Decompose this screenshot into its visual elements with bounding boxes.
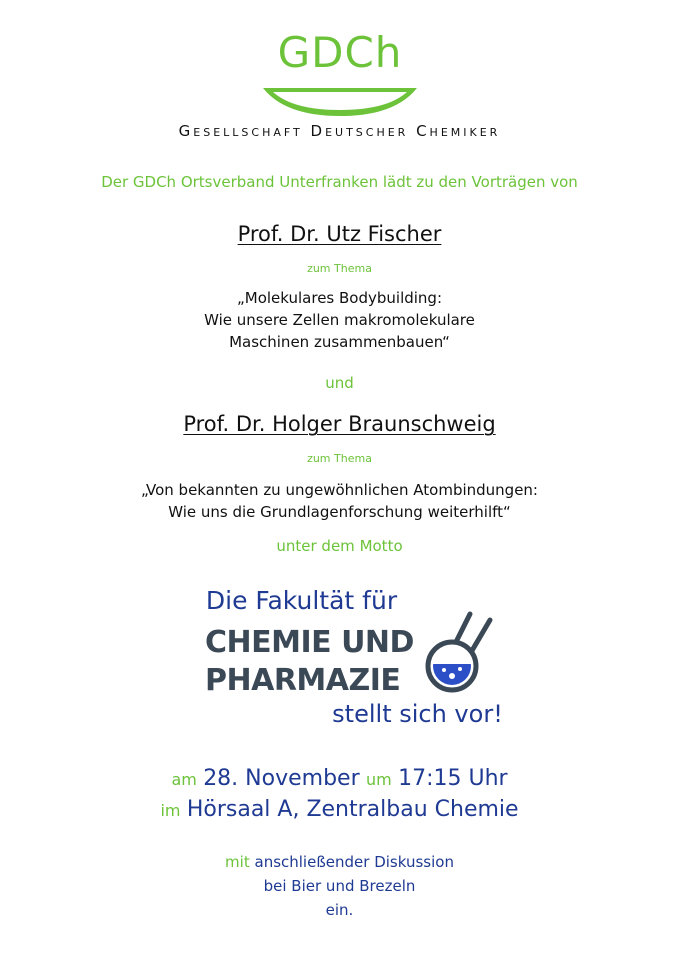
event-am: am — [171, 770, 197, 789]
event-time: 17:15 Uhr — [398, 766, 508, 791]
speaker1-topic-label: zum Thema — [307, 262, 372, 275]
speaker1-talk-line-2: Wie unsere Zellen makromolekulare — [204, 311, 475, 329]
gdch-logo-arc-icon — [245, 82, 435, 122]
speaker1-talk-line-3: Maschinen zusammenbauen“ — [229, 333, 450, 351]
closing-mit: mit — [225, 853, 250, 871]
connector-text: und — [325, 374, 354, 392]
event-um: um — [365, 770, 392, 789]
speaker1-talk-line-1: „Molekulares Bodybuilding: — [236, 289, 443, 307]
gdch-logo — [245, 28, 435, 108]
closing-line-2: bei Bier und Brezeln — [263, 877, 416, 895]
faculty-line-2: PHARMAZIE — [205, 663, 401, 698]
motto-line-1: Die Fakultät für — [205, 586, 398, 615]
closing-line-3: ein. — [325, 901, 354, 919]
faculty-line-1: CHEMIE UND — [205, 625, 414, 660]
event-place: Hörsaal A, Zentralbau Chemie — [186, 797, 519, 822]
event-im: im — [160, 801, 181, 820]
faculty-wordmark — [205, 624, 425, 700]
event-date-line — [0, 764, 679, 794]
speaker2-name: Prof. Dr. Holger Braunschweig — [183, 412, 496, 436]
event-place-line — [0, 795, 679, 825]
motto-label: unter dem Motto — [276, 537, 403, 555]
motto-line-3: stellt sich vor! — [332, 700, 503, 728]
logo-text: GDCh — [277, 28, 403, 77]
society-name: Gesellschaft Deutscher Chemiker — [178, 122, 501, 140]
flask-icon — [418, 606, 498, 696]
closing-line-1 — [0, 851, 679, 873]
event-date: 28. November — [203, 766, 360, 791]
speaker2-talk-line-1: „Von bekannten zu ungewöhnlichen Atombindungen: — [140, 481, 538, 499]
speaker1-name: Prof. Dr. Utz Fischer — [237, 222, 442, 246]
closing-line-1-rest: anschließender Diskussion — [254, 853, 454, 871]
speaker2-topic-label: zum Thema — [307, 452, 372, 465]
intro-text: Der GDCh Ortsverband Unterfranken lädt zu den Vorträgen von — [101, 173, 578, 191]
speaker2-talk-line-2: Wie uns die Grundlagenforschung weiterhilft“ — [168, 503, 511, 521]
